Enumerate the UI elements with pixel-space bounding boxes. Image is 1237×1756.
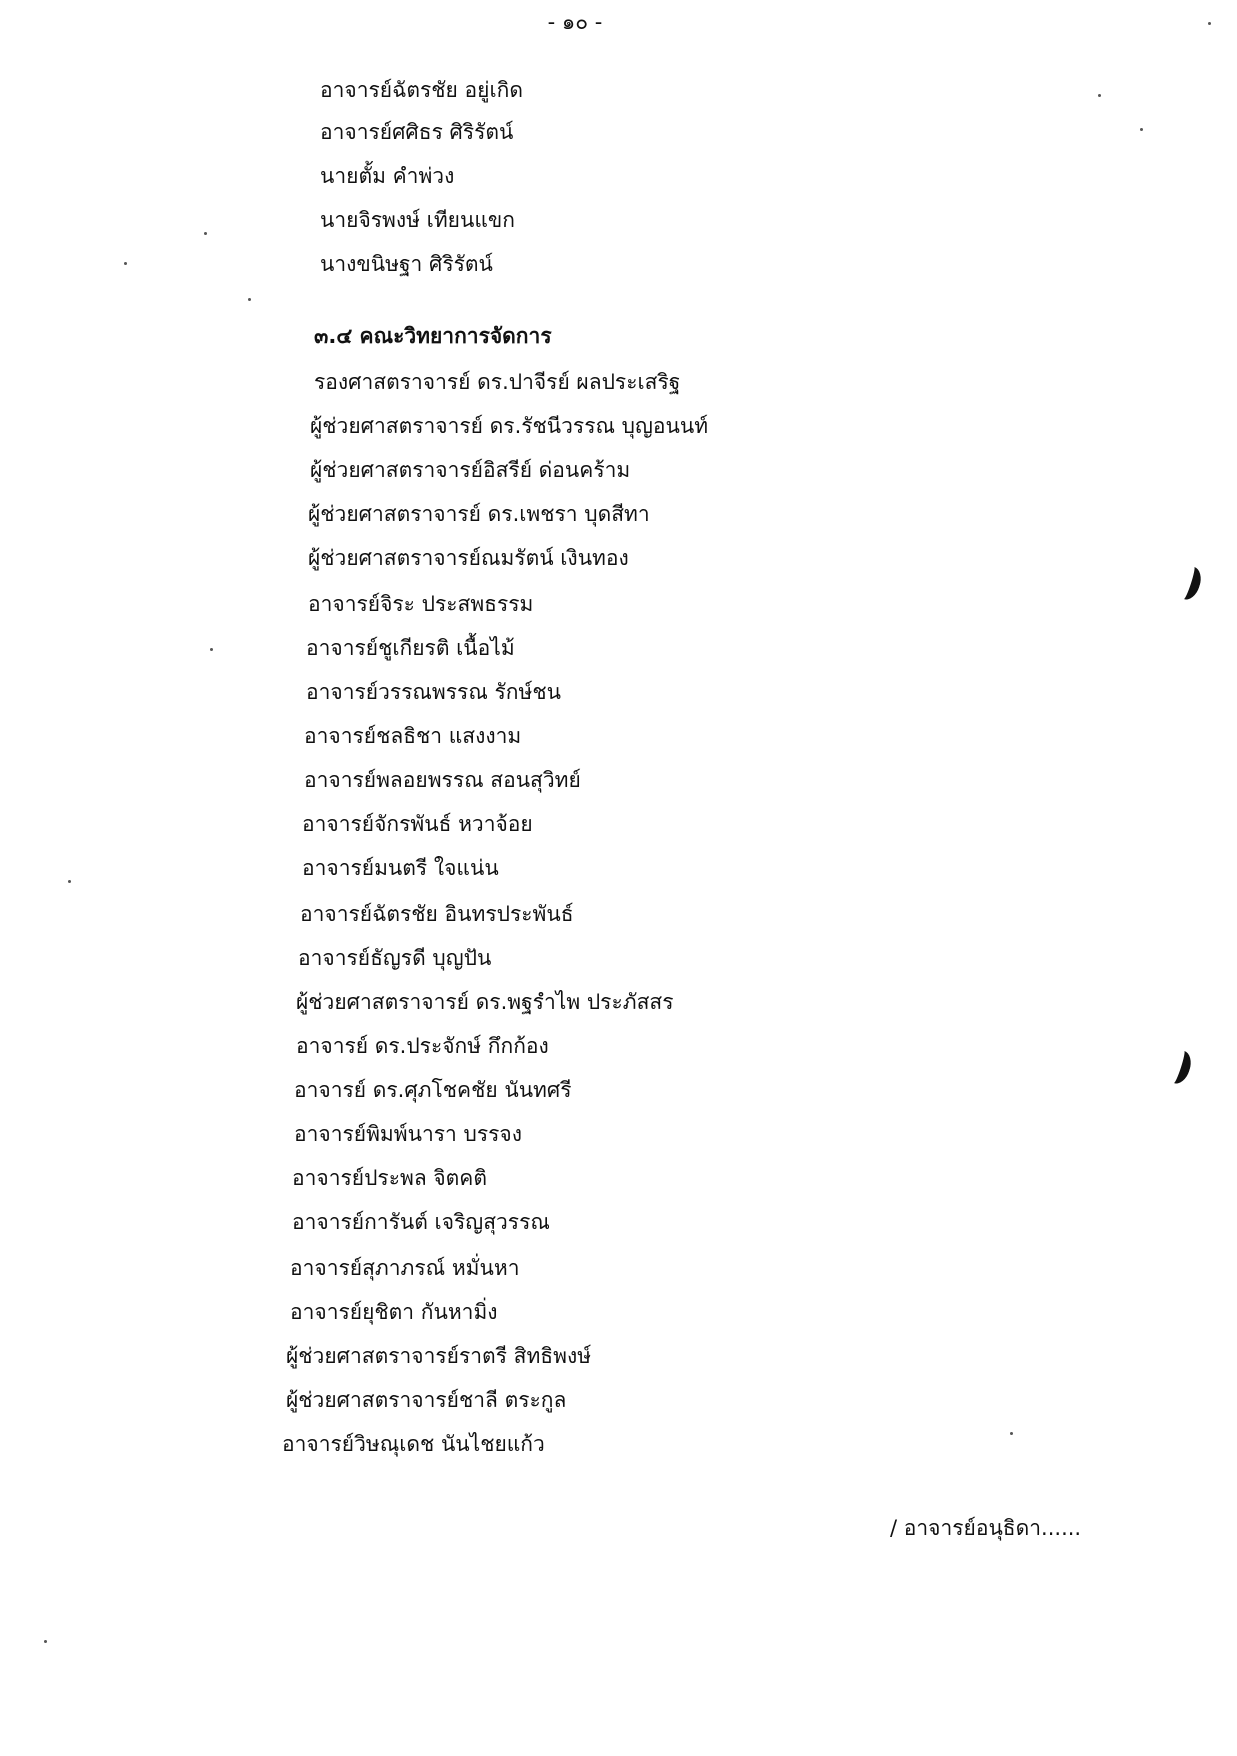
scan-speck [44,1640,47,1643]
list-item: อาจารย์ประพล จิตคติ [292,1166,487,1190]
binder-hole-mark [1163,1047,1194,1086]
scan-speck [248,298,251,301]
page-number: - ๑๐ - [547,10,603,34]
scan-speck [124,262,127,265]
scan-speck [1140,128,1143,131]
list-item: ผู้ช่วยศาสตราจารย์ ดร.พฐรำไพ ประภัสสร [296,990,674,1014]
list-item: ผู้ช่วยศาสตราจารย์ชาลี ตระกูล [286,1388,567,1412]
scan-speck [1098,94,1101,97]
continuation-note: / อาจารย์อนุธิดา...... [890,1516,1082,1540]
list-item: อาจารย์ธัญรดี บุญปัน [298,946,492,970]
list-item: อาจารย์การันต์ เจริญสุวรรณ [292,1210,550,1234]
list-item: นางขนิษฐา ศิริรัตน์ [320,252,493,276]
scan-speck [1010,1432,1013,1435]
list-item: อาจารย์มนตรี ใจแน่น [302,856,499,880]
list-item: อาจารย์สุภาภรณ์ หมั่นหา [290,1256,520,1280]
list-item: ผู้ช่วยศาสตราจารย์ราตรี สิทธิพงษ์ [286,1344,592,1368]
list-item: อาจารย์พิมพ์นารา บรรจง [294,1122,522,1146]
list-item: อาจารย์ฉัตรชัย อินทรประพันธ์ [300,902,574,926]
list-item: อาจารย์ชูเกียรติ เนื้อไม้ [306,636,515,660]
list-item: อาจารย์ ดร.ศุภโชคชัย นันทศรี [294,1078,572,1102]
list-item: ผู้ช่วยศาสตราจารย์ณมรัตน์ เงินทอง [308,546,629,570]
list-item: ผู้ช่วยศาสตราจารย์ ดร.รัชนีวรรณ บุญอนนท์ [310,414,709,438]
list-item: อาจารย์ศศิธร ศิริรัตน์ [320,120,514,144]
list-item: รองศาสตราจารย์ ดร.ปาจีรย์ ผลประเสริฐ [314,370,681,394]
list-item: นายจิรพงษ์ เทียนแขก [320,208,515,232]
list-item: อาจารย์ชลธิชา แสงงาม [304,724,522,748]
section-heading: ๓.๔ คณะวิทยาการจัดการ [314,324,552,348]
list-item: นายตั้ม คำพ่วง [320,164,455,188]
scan-speck [1208,22,1211,25]
list-item: อาจารย์ยุชิตา กันหามิ่ง [290,1300,498,1324]
list-item: อาจารย์ ดร.ประจักษ์ กึกก้อง [296,1034,549,1058]
list-item: อาจารย์พลอยพรรณ สอนสุวิทย์ [304,768,581,792]
list-item: อาจารย์วรรณพรรณ รักษ์ชน [306,680,561,704]
list-item: อาจารย์ฉัตรชัย อยู่เกิด [320,78,523,102]
list-item: อาจารย์วิษณุเดช นันไชยแก้ว [282,1432,545,1456]
list-item: ผู้ช่วยศาสตราจารย์ ดร.เพชรา บุดสีทา [308,502,650,526]
scan-speck [68,880,71,883]
list-item: ผู้ช่วยศาสตราจารย์อิสรีย์ ด่อนคร้าม [310,458,631,482]
list-item: อาจารย์จิระ ประสพธรรม [308,592,534,616]
scan-speck [204,232,207,235]
scan-speck [210,648,213,651]
binder-hole-mark [1173,563,1204,602]
list-item: อาจารย์จักรพันธ์ หวาจ้อย [302,812,533,836]
